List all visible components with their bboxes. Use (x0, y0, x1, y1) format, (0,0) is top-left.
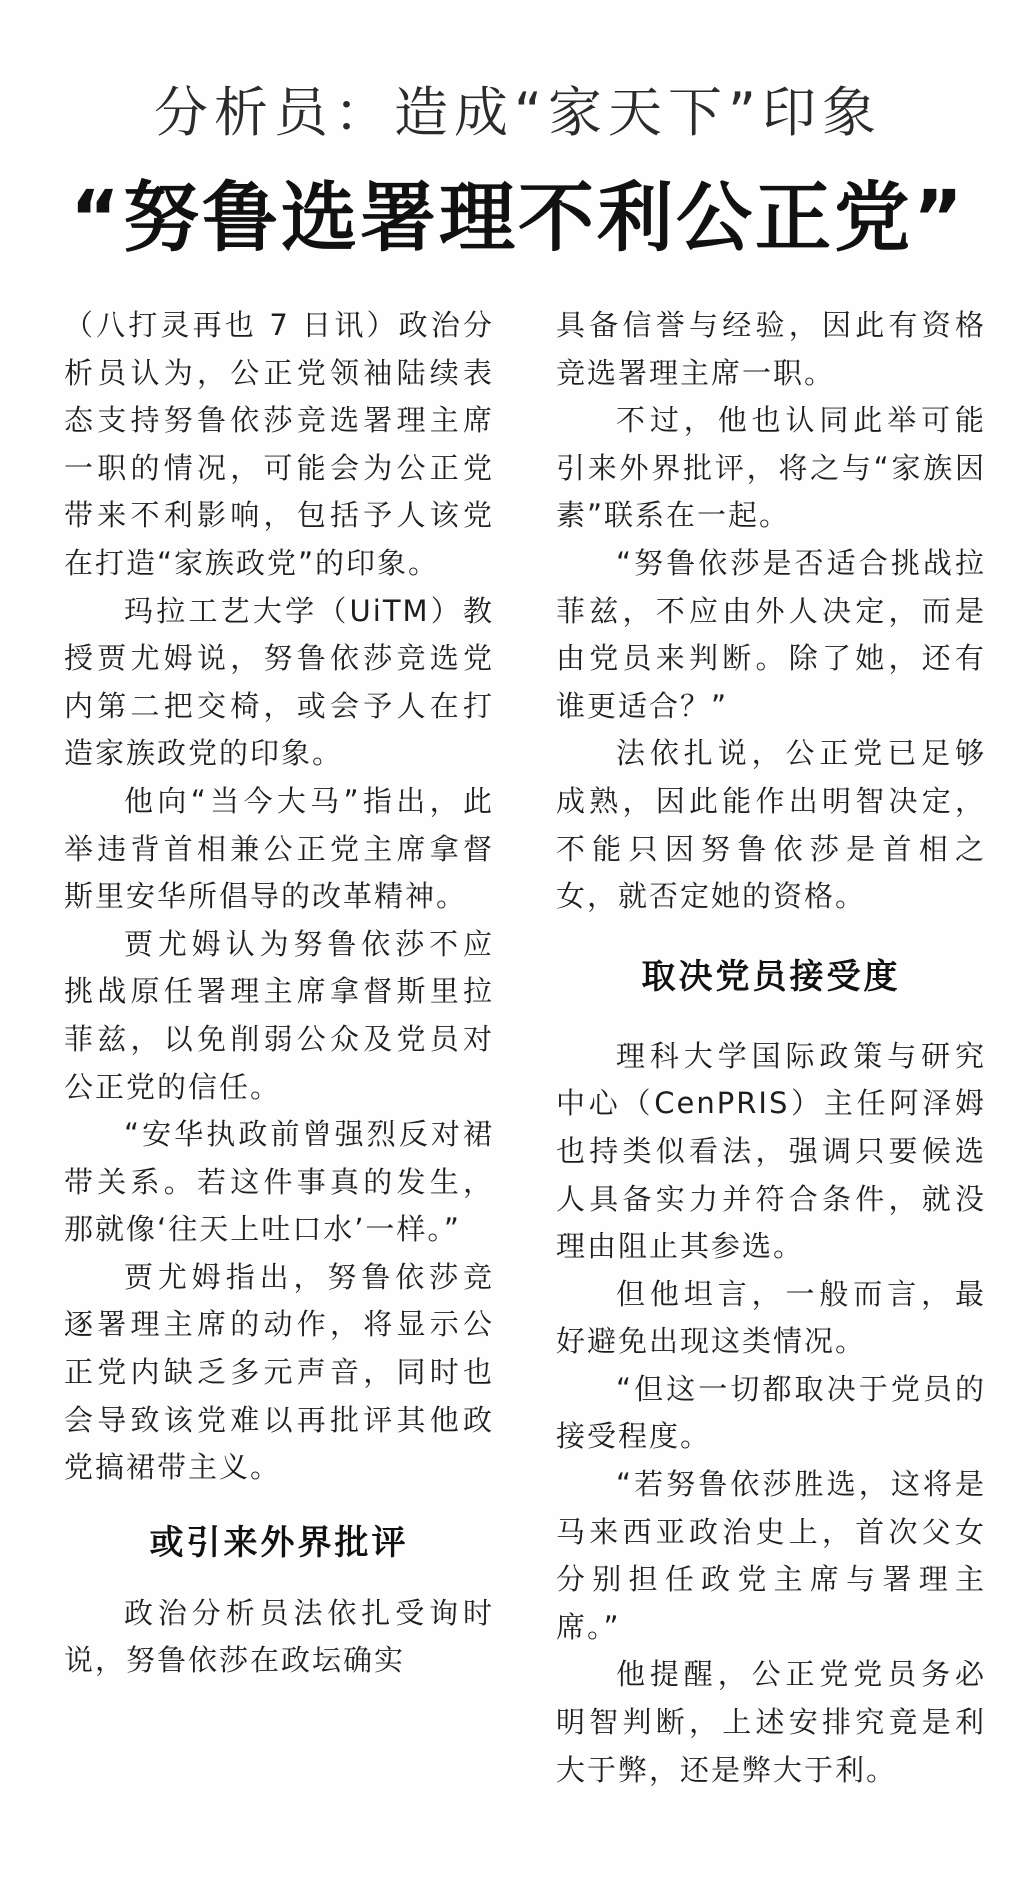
left-column (64, 302, 494, 1685)
paragraph: 政治分析员法依扎受询时说，努鲁依莎在政坛确实 (64, 1595, 494, 1678)
paragraph: “但这一切都取决于党员的接受程度。 (556, 1371, 986, 1454)
paragraph: “若努鲁依莎胜选，这将是马来西亚政治史上，首次父女分别担任政党主席与署理主席。” (556, 1467, 986, 1644)
paragraph: 具备信誉与经验，因此有资格竞选署理主席一职。 (556, 308, 986, 390)
paragraph: “安华执政前曾强烈反对裙带关系。若这件事真的发生，那就像‘往天上吐口水’一样。” (64, 1117, 494, 1247)
paragraph: 他向“当今大马”指出，此举违背首相兼公正党主席拿督斯里安华所倡导的改革精神。 (64, 783, 494, 914)
section-subheading: 取决党员接受度 (641, 956, 901, 997)
right-column (556, 302, 986, 1794)
paragraph: （八打灵再也 7 日讯）政治分析员认为，公正党领袖陆续表态支持努鲁依莎竞选署理主席一职的情况，可能会为公正党带来不利影响，包括予人该党在打造“家族政党”的印象。 (64, 308, 494, 580)
paragraph: “努鲁依莎是否适合挑战拉菲兹，不应由外人决定，而是由党员来判断。除了她，还有谁更适合？” (556, 545, 986, 723)
section-subheading: 或引来外界批评 (149, 1522, 409, 1563)
paragraph: 理科大学国际政策与研究中心（CenPRIS）主任阿泽姆也持类似看法，强调只要候选人具备实力并符合条件，就没理由阻止其参选。 (556, 1038, 986, 1264)
paragraph: 不过，他也认同此举可能引来外界批评，将之与“家族因素”联系在一起。 (556, 403, 986, 533)
paragraph: 玛拉工艺大学（UiTM）教授贾尤姆说，努鲁依莎竞选党内第二把交椅，或会予人在打造家族政党的印象。 (64, 593, 494, 771)
paragraph: 他提醒，公正党党员务必明智判断，上述安排究竟是利大于弊，还是弊大于利。 (556, 1657, 986, 1787)
paragraph: 贾尤姆指出，努鲁依莎竞逐署理主席的动作，将显示公正党内缺乏多元声音，同时也会导致该党难以再批评其他政党搞裙带主义。 (64, 1259, 494, 1485)
paragraph: 法依扎说，公正党已足够成熟，因此能作出明智决定，不能只因努鲁依莎是首相之女，就否定她的资格。 (556, 736, 986, 914)
paragraph: 贾尤姆认为努鲁依莎不应挑战原任署理主席拿督斯里拉菲兹，以免削弱公众及党员对公正党的信任。 (64, 926, 494, 1104)
article-headline: “努鲁选署理不利公正党” (70, 173, 966, 262)
paragraph: 但他坦言，一般而言，最好避免出现这类情况。 (556, 1276, 986, 1359)
article-kicker: 分析员：造成“家天下”印象 (154, 81, 882, 144)
